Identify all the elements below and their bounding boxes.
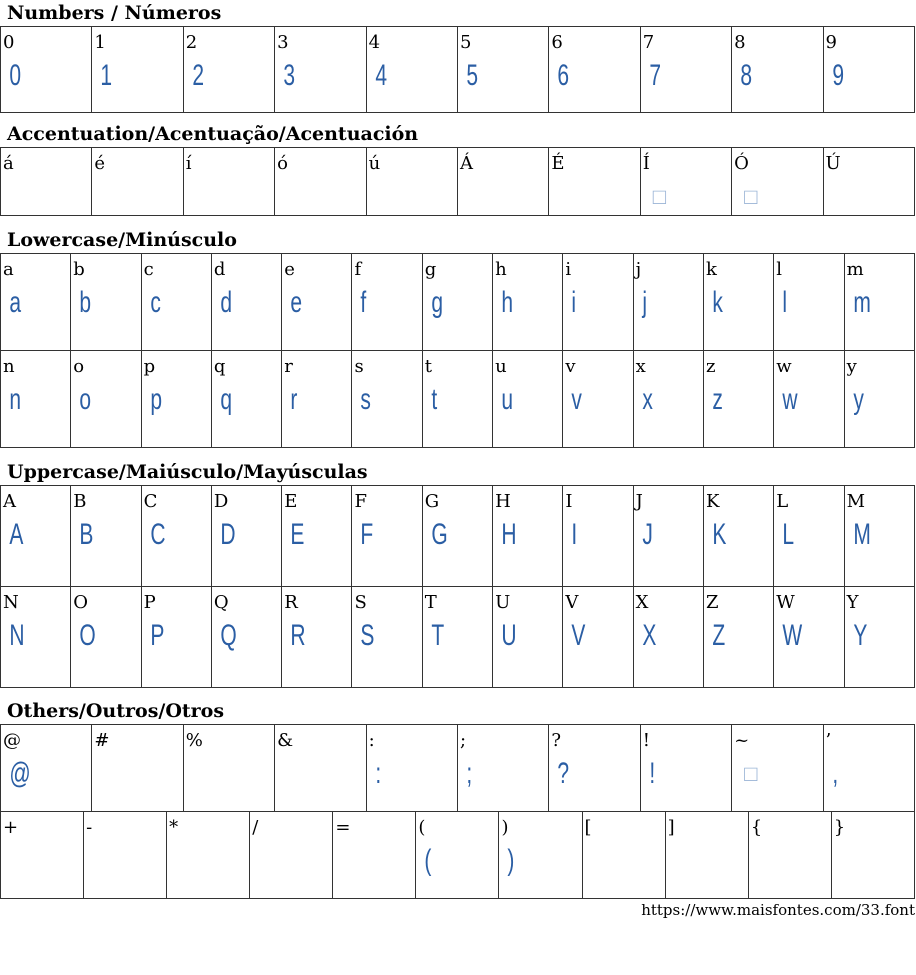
character-label: J bbox=[635, 491, 643, 512]
glyph-sample: 2 bbox=[192, 59, 204, 92]
glyph-cell bbox=[748, 812, 831, 899]
glyph-cell bbox=[141, 254, 211, 351]
glyph-sample: I bbox=[571, 518, 578, 551]
character-label: ; bbox=[459, 730, 467, 751]
character-label: ( bbox=[418, 817, 426, 838]
glyph-cell bbox=[774, 254, 844, 351]
glyph-sample: B bbox=[79, 518, 94, 551]
glyph-cell bbox=[633, 254, 703, 351]
character-label: s bbox=[354, 356, 364, 377]
glyph-sample: C bbox=[149, 518, 166, 551]
character-label: q bbox=[213, 356, 226, 377]
glyph-cell bbox=[282, 486, 352, 587]
glyph-cell bbox=[92, 148, 183, 216]
character-label: r bbox=[284, 356, 293, 377]
character-label: Ó bbox=[734, 153, 749, 174]
glyph-cell bbox=[183, 725, 274, 812]
glyph-row bbox=[1, 486, 915, 587]
character-label: h bbox=[495, 259, 507, 280]
glyph-sample: u bbox=[501, 383, 514, 416]
glyph-sample: Q bbox=[220, 619, 237, 652]
glyph-sample: 0 bbox=[9, 59, 22, 92]
character-label: f bbox=[354, 259, 362, 280]
glyph-sample: a bbox=[9, 286, 22, 319]
glyph-cell bbox=[167, 812, 250, 899]
glyph-cell bbox=[665, 812, 748, 899]
glyph-cell bbox=[71, 351, 141, 448]
character-label: 6 bbox=[551, 32, 563, 53]
glyph-cell bbox=[732, 27, 823, 113]
glyph-cell bbox=[640, 725, 731, 812]
glyph-row bbox=[1, 351, 915, 448]
glyph-cell bbox=[499, 812, 582, 899]
glyph-cell bbox=[1, 486, 71, 587]
glyph-cell bbox=[71, 254, 141, 351]
character-label: + bbox=[3, 817, 19, 838]
glyph-sample: r bbox=[290, 383, 298, 416]
glyph-sample: ? bbox=[557, 757, 570, 790]
glyph-sample: 3 bbox=[283, 59, 296, 92]
character-label: & bbox=[277, 730, 294, 751]
character-label: c bbox=[143, 259, 154, 280]
glyph-cell bbox=[703, 254, 773, 351]
character-label: V bbox=[565, 592, 579, 613]
glyph-cell bbox=[732, 148, 823, 216]
glyph-sample: m bbox=[852, 286, 871, 319]
character-label: - bbox=[86, 817, 93, 838]
glyph-sample: l bbox=[782, 286, 788, 319]
glyph-sample: f bbox=[360, 286, 367, 319]
section-title: Accentuation/Acentuação/Acentuación bbox=[7, 123, 419, 145]
character-label: m bbox=[846, 259, 864, 280]
character-label: k bbox=[705, 259, 717, 280]
glyph-cell bbox=[633, 351, 703, 448]
character-label: é bbox=[94, 153, 106, 174]
glyph-cell bbox=[275, 725, 366, 812]
glyph-cell bbox=[457, 725, 548, 812]
character-label: O bbox=[73, 592, 89, 613]
glyph-row bbox=[1, 725, 915, 812]
glyph-sample: U bbox=[501, 619, 517, 652]
glyph-cell bbox=[493, 351, 563, 448]
glyph-sample: Z bbox=[712, 619, 726, 652]
glyph-sample: A bbox=[9, 518, 24, 551]
glyph-cell bbox=[563, 254, 633, 351]
glyph-sample: 7 bbox=[649, 59, 661, 92]
glyph-sample: , bbox=[831, 757, 838, 790]
glyph-sample: L bbox=[782, 518, 795, 551]
missing-glyph-box: □ bbox=[744, 184, 758, 209]
glyph-cell bbox=[774, 587, 844, 688]
glyph-cell bbox=[703, 486, 773, 587]
character-label: i bbox=[565, 259, 572, 280]
glyph-cell bbox=[141, 351, 211, 448]
character-label: L bbox=[776, 491, 789, 512]
character-label: l bbox=[776, 259, 783, 280]
glyph-sample: M bbox=[852, 518, 871, 551]
glyph-row bbox=[1, 587, 915, 688]
glyph-cell bbox=[352, 486, 422, 587]
glyph-cell bbox=[493, 486, 563, 587]
character-label: Í bbox=[642, 153, 650, 174]
character-label: g bbox=[424, 259, 437, 280]
glyph-table bbox=[0, 253, 915, 351]
character-label: o bbox=[73, 356, 85, 377]
glyph-table bbox=[0, 485, 915, 587]
glyph-sample: d bbox=[220, 286, 232, 319]
glyph-cell bbox=[422, 254, 492, 351]
glyph-cell bbox=[640, 27, 731, 113]
character-label: @ bbox=[3, 730, 21, 751]
character-label: t bbox=[424, 356, 433, 377]
glyph-cell bbox=[563, 486, 633, 587]
glyph-cell bbox=[549, 148, 640, 216]
character-label: H bbox=[495, 491, 511, 512]
character-label: Á bbox=[459, 153, 473, 174]
character-label: p bbox=[143, 356, 156, 377]
glyph-sample: @ bbox=[9, 757, 31, 790]
glyph-cell bbox=[71, 587, 141, 688]
glyph-sample: H bbox=[501, 518, 517, 551]
glyph-row bbox=[1, 148, 915, 216]
glyph-cell bbox=[1, 351, 71, 448]
glyph-sample: w bbox=[782, 383, 798, 416]
character-label: G bbox=[424, 491, 440, 512]
glyph-cell bbox=[352, 587, 422, 688]
glyph-cell bbox=[640, 148, 731, 216]
character-label: N bbox=[3, 592, 19, 613]
glyph-cell bbox=[183, 27, 274, 113]
glyph-cell bbox=[732, 725, 823, 812]
glyph-sample: t bbox=[431, 383, 438, 416]
glyph-sample: e bbox=[290, 286, 303, 319]
glyph-sample: c bbox=[149, 286, 161, 319]
glyph-cell bbox=[92, 27, 183, 113]
glyph-sample: b bbox=[79, 286, 92, 319]
glyph-sample: R bbox=[290, 619, 306, 652]
glyph-sample: X bbox=[642, 619, 657, 652]
glyph-sample: O bbox=[79, 619, 97, 652]
character-label: I bbox=[565, 491, 573, 512]
character-label: 1 bbox=[94, 32, 106, 53]
glyph-cell bbox=[71, 486, 141, 587]
glyph-cell bbox=[823, 725, 914, 812]
glyph-cell bbox=[211, 486, 281, 587]
glyph-cell bbox=[549, 725, 640, 812]
glyph-cell bbox=[211, 254, 281, 351]
glyph-cell bbox=[774, 486, 844, 587]
character-label: K bbox=[705, 491, 720, 512]
glyph-cell bbox=[366, 725, 457, 812]
glyph-cell bbox=[1, 587, 71, 688]
glyph-cell bbox=[633, 486, 703, 587]
character-label: ! bbox=[642, 730, 650, 751]
glyph-cell bbox=[183, 148, 274, 216]
glyph-sample: q bbox=[220, 383, 232, 416]
glyph-row bbox=[1, 27, 915, 113]
glyph-sample: j bbox=[642, 286, 647, 319]
character-label: w bbox=[776, 356, 792, 377]
glyph-sample: G bbox=[431, 518, 448, 551]
glyph-sample: h bbox=[501, 286, 514, 319]
glyph-cell bbox=[282, 254, 352, 351]
character-label: ú bbox=[368, 153, 381, 174]
character-label: R bbox=[284, 592, 298, 613]
character-label: S bbox=[354, 592, 367, 613]
character-label: } bbox=[833, 817, 846, 838]
glyph-table bbox=[0, 811, 915, 899]
glyph-sample: 9 bbox=[831, 59, 844, 92]
glyph-sample: F bbox=[360, 518, 374, 551]
glyph-cell bbox=[563, 587, 633, 688]
glyph-sample: Y bbox=[852, 619, 867, 652]
glyph-cell bbox=[352, 254, 422, 351]
character-label: [ bbox=[584, 817, 592, 838]
character-label: 0 bbox=[3, 32, 15, 53]
glyph-cell bbox=[282, 351, 352, 448]
section-title: Uppercase/Maiúsculo/Mayúsculas bbox=[7, 461, 368, 483]
character-label: z bbox=[705, 356, 716, 377]
glyph-cell bbox=[422, 351, 492, 448]
glyph-cell bbox=[1, 254, 71, 351]
glyph-sample: W bbox=[782, 619, 803, 652]
missing-glyph-box: □ bbox=[652, 184, 667, 209]
character-label: { bbox=[750, 817, 763, 838]
glyph-cell bbox=[366, 27, 457, 113]
character-label: É bbox=[551, 153, 565, 174]
glyph-table bbox=[0, 147, 915, 216]
character-label: B bbox=[73, 491, 87, 512]
character-label: / bbox=[252, 817, 259, 838]
character-label: % bbox=[185, 730, 203, 751]
character-label: Ú bbox=[825, 153, 841, 174]
glyph-sample: 6 bbox=[557, 59, 570, 92]
glyph-cell bbox=[92, 725, 183, 812]
glyph-cell bbox=[823, 27, 914, 113]
glyph-sample: 8 bbox=[740, 59, 753, 92]
glyph-cell bbox=[831, 812, 914, 899]
character-label: Z bbox=[705, 592, 719, 613]
glyph-sample: P bbox=[149, 619, 165, 652]
character-label: u bbox=[495, 356, 507, 377]
glyph-sample: s bbox=[360, 383, 372, 416]
glyph-cell bbox=[250, 812, 333, 899]
glyph-table bbox=[0, 26, 915, 113]
glyph-cell bbox=[703, 587, 773, 688]
character-label: y bbox=[846, 356, 857, 377]
glyph-sample: o bbox=[79, 383, 92, 416]
character-label: a bbox=[3, 259, 14, 280]
character-label: ] bbox=[667, 817, 675, 838]
glyph-cell bbox=[563, 351, 633, 448]
glyph-cell bbox=[211, 587, 281, 688]
character-label: ~ bbox=[734, 730, 750, 751]
glyph-sample: ; bbox=[466, 757, 473, 790]
character-label: Q bbox=[213, 592, 229, 613]
character-label: # bbox=[94, 730, 110, 751]
character-label: n bbox=[3, 356, 15, 377]
character-label: E bbox=[284, 491, 298, 512]
glyph-cell bbox=[211, 351, 281, 448]
glyph-cell bbox=[774, 351, 844, 448]
character-label: 9 bbox=[825, 32, 837, 53]
glyph-sample: K bbox=[712, 518, 727, 551]
glyph-table bbox=[0, 724, 915, 812]
character-label: M bbox=[846, 491, 865, 512]
glyph-table bbox=[0, 586, 915, 688]
glyph-sample: S bbox=[360, 619, 375, 652]
glyph-cell bbox=[844, 486, 914, 587]
glyph-cell bbox=[141, 587, 211, 688]
glyph-row bbox=[1, 812, 915, 899]
character-label: U bbox=[495, 592, 511, 613]
character-label: * bbox=[169, 817, 179, 838]
character-label: 2 bbox=[185, 32, 198, 53]
character-label: X bbox=[635, 592, 649, 613]
glyph-cell bbox=[333, 812, 416, 899]
glyph-cell bbox=[141, 486, 211, 587]
character-label: T bbox=[424, 592, 437, 613]
character-label: C bbox=[143, 491, 158, 512]
character-label: d bbox=[213, 259, 226, 280]
glyph-cell bbox=[422, 486, 492, 587]
glyph-sample: y bbox=[852, 383, 864, 416]
character-label: j bbox=[635, 259, 642, 280]
character-label: F bbox=[354, 491, 367, 512]
character-label: í bbox=[185, 153, 192, 174]
glyph-cell bbox=[703, 351, 773, 448]
character-label: = bbox=[335, 817, 351, 838]
character-label: 3 bbox=[277, 32, 289, 53]
glyph-cell bbox=[1, 812, 84, 899]
glyph-cell bbox=[275, 148, 366, 216]
character-label: : bbox=[368, 730, 375, 751]
character-label: W bbox=[776, 592, 795, 613]
character-label: 7 bbox=[642, 32, 655, 53]
glyph-sample: ( bbox=[424, 844, 432, 877]
glyph-sample: J bbox=[642, 518, 653, 551]
glyph-cell bbox=[84, 812, 167, 899]
glyph-sample: N bbox=[9, 619, 25, 652]
glyph-cell bbox=[282, 587, 352, 688]
glyph-sample: i bbox=[571, 286, 577, 319]
glyph-cell bbox=[633, 587, 703, 688]
character-label: ? bbox=[551, 730, 561, 751]
glyph-cell bbox=[352, 351, 422, 448]
glyph-sample: x bbox=[642, 383, 653, 416]
character-label: A bbox=[3, 491, 16, 512]
glyph-sample: ) bbox=[507, 844, 515, 877]
glyph-sample: E bbox=[290, 518, 305, 551]
glyph-sample: T bbox=[431, 619, 445, 652]
character-label: P bbox=[143, 592, 156, 613]
character-label: D bbox=[213, 491, 229, 512]
glyph-cell bbox=[1, 148, 92, 216]
glyph-cell bbox=[1, 725, 92, 812]
section-title: Numbers / Números bbox=[7, 2, 222, 24]
glyph-row bbox=[1, 254, 915, 351]
glyph-sample: ! bbox=[649, 757, 655, 790]
glyph-sample: 5 bbox=[466, 59, 479, 92]
glyph-cell bbox=[549, 27, 640, 113]
glyph-sample: p bbox=[149, 383, 162, 416]
glyph-sample: k bbox=[712, 286, 723, 319]
glyph-sample: z bbox=[712, 383, 723, 416]
glyph-cell bbox=[823, 148, 914, 216]
character-label: ó bbox=[277, 153, 289, 174]
glyph-sample: : bbox=[374, 757, 381, 790]
character-label: b bbox=[73, 259, 85, 280]
section-title: Others/Outros/Otros bbox=[7, 700, 225, 722]
glyph-sample: 1 bbox=[100, 59, 113, 92]
glyph-sample: g bbox=[431, 286, 443, 319]
glyph-sample: v bbox=[571, 383, 583, 416]
character-label: 4 bbox=[368, 32, 381, 53]
character-label: Y bbox=[846, 592, 859, 613]
glyph-table bbox=[0, 350, 915, 448]
glyph-cell bbox=[1, 27, 92, 113]
glyph-cell bbox=[275, 27, 366, 113]
character-label: ’ bbox=[825, 730, 832, 751]
section-title: Lowercase/Minúsculo bbox=[7, 229, 237, 251]
glyph-cell bbox=[493, 254, 563, 351]
glyph-sample: 4 bbox=[374, 59, 387, 92]
glyph-cell bbox=[457, 27, 548, 113]
glyph-cell bbox=[844, 587, 914, 688]
character-label: á bbox=[3, 153, 14, 174]
character-label: ) bbox=[501, 817, 509, 838]
source-url[interactable]: https://www.maisfontes.com/33.font bbox=[641, 901, 915, 919]
glyph-cell bbox=[416, 812, 499, 899]
character-label: x bbox=[635, 356, 646, 377]
character-label: e bbox=[284, 259, 295, 280]
glyph-cell bbox=[422, 587, 492, 688]
glyph-cell bbox=[582, 812, 665, 899]
character-label: 5 bbox=[459, 32, 472, 53]
glyph-cell bbox=[844, 254, 914, 351]
glyph-cell bbox=[457, 148, 548, 216]
character-label: v bbox=[565, 356, 576, 377]
glyph-cell bbox=[493, 587, 563, 688]
missing-glyph-box: □ bbox=[744, 761, 758, 786]
glyph-cell bbox=[366, 148, 457, 216]
glyph-sample: n bbox=[9, 383, 22, 416]
glyph-sample: D bbox=[220, 518, 236, 551]
glyph-sample: V bbox=[571, 619, 586, 652]
character-label: 8 bbox=[734, 32, 746, 53]
glyph-cell bbox=[844, 351, 914, 448]
